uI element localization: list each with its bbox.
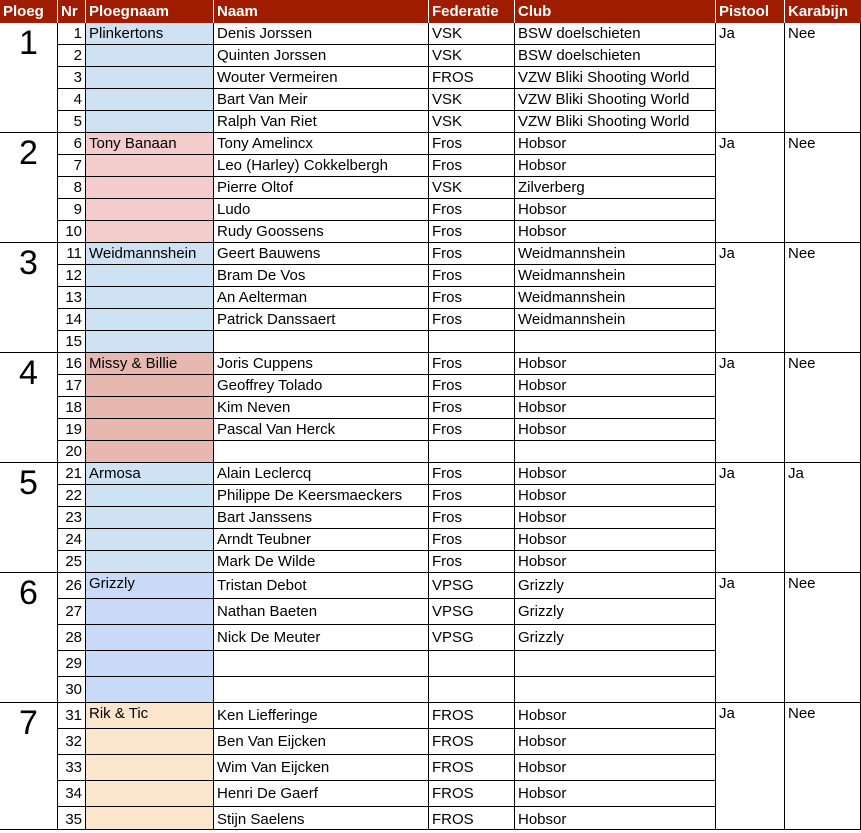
member-federatie: VSK [432, 113, 463, 130]
member-federatie: Fros [432, 421, 462, 438]
member-club: BSW doelschieten [518, 25, 641, 42]
member-federatie: FROS [432, 69, 474, 86]
member-club: Hobsor [518, 465, 567, 482]
member-nr: 9 [73, 201, 82, 218]
member-name [214, 677, 428, 703]
column-divider [57, 23, 58, 830]
member-federatie: VSK [432, 25, 463, 42]
member-name [214, 331, 428, 353]
row-divider [58, 176, 715, 177]
member-nr: 34 [65, 785, 82, 802]
member-name: Nathan Baeten [217, 603, 318, 620]
member-federatie: Fros [432, 289, 462, 306]
member-nr: 35 [65, 811, 82, 828]
member-club: Hobsor [518, 421, 567, 438]
row-divider [58, 806, 715, 807]
karabijn-value: Nee [788, 705, 816, 722]
row-divider [58, 88, 715, 89]
member-nr: 24 [65, 531, 82, 548]
member-name: Wim Van Eijcken [217, 759, 330, 776]
member-nr: 28 [65, 629, 82, 646]
karabijn-value: Nee [788, 245, 816, 262]
member-name: Leo (Harley) Cokkelbergh [217, 157, 388, 174]
row-divider [58, 44, 715, 45]
pistool-value: Ja [719, 705, 735, 722]
member-club: Weidmannshein [518, 267, 626, 284]
header-nr: Nr [58, 0, 85, 23]
row-divider [58, 308, 715, 309]
row-divider [58, 264, 715, 265]
row-divider [58, 624, 715, 625]
header-ploeg: Ploeg [0, 0, 57, 23]
member-nr: 19 [65, 421, 82, 438]
member-nr: 3 [73, 69, 82, 86]
member-name: Tristan Debot [217, 577, 307, 594]
member-federatie: Fros [432, 509, 462, 526]
member-federatie [429, 651, 514, 677]
member-federatie: Fros [432, 157, 462, 174]
member-nr: 10 [65, 223, 82, 240]
row-divider [58, 396, 715, 397]
team-name: Plinkertons [89, 25, 164, 42]
member-nr: 7 [73, 157, 82, 174]
member-federatie: FROS [432, 707, 474, 724]
member-name: Wouter Vermeiren [217, 69, 338, 86]
member-federatie: FROS [432, 811, 474, 828]
member-nr: 2 [73, 47, 82, 64]
row-divider [58, 484, 715, 485]
member-club: Grizzly [518, 577, 564, 594]
member-club: Hobsor [518, 531, 567, 548]
row-divider [58, 780, 715, 781]
row-divider [58, 528, 715, 529]
member-club [515, 651, 715, 677]
member-name: Ralph Van Riet [217, 113, 317, 130]
member-nr: 23 [65, 509, 82, 526]
member-federatie: Fros [432, 355, 462, 372]
member-nr: 32 [65, 733, 82, 750]
row-divider [58, 66, 715, 67]
member-name: Joris Cuppens [217, 355, 313, 372]
member-federatie: Fros [432, 465, 462, 482]
member-nr: 11 [66, 245, 82, 262]
member-club: Hobsor [518, 553, 567, 570]
row-divider [58, 418, 715, 419]
member-name: Quinten Jorssen [217, 47, 327, 64]
column-divider [213, 23, 214, 830]
member-club: Weidmannshein [518, 245, 626, 262]
row-divider [58, 676, 715, 677]
member-federatie: Fros [432, 487, 462, 504]
member-nr: 13 [65, 289, 82, 306]
member-name: Kim Neven [217, 399, 291, 416]
member-club: Hobsor [518, 399, 567, 416]
member-club: VZW Bliki Shooting World [518, 113, 690, 130]
karabijn-value: Nee [788, 575, 816, 592]
member-club [515, 677, 715, 703]
member-name: An Aelterman [217, 289, 308, 306]
member-federatie: Fros [432, 267, 462, 284]
member-nr: 25 [65, 553, 82, 570]
member-club [515, 331, 715, 353]
column-divider [428, 23, 429, 830]
member-federatie: Fros [432, 245, 462, 262]
member-club: Zilverberg [518, 179, 585, 196]
member-nr: 20 [65, 443, 82, 460]
member-name [214, 441, 428, 463]
member-club: Grizzly [518, 603, 564, 620]
row-divider [58, 154, 715, 155]
pistool-value: Ja [719, 245, 735, 262]
member-name [214, 651, 428, 677]
member-club: Hobsor [518, 733, 567, 750]
member-federatie: VSK [432, 47, 463, 64]
pistool-value: Ja [719, 355, 735, 372]
member-name: Pascal Van Herck [217, 421, 336, 438]
row-divider [58, 728, 715, 729]
member-name: Geoffrey Tolado [217, 377, 323, 394]
member-federatie: Fros [432, 531, 462, 548]
team-number: 7 [19, 704, 38, 742]
member-federatie: FROS [432, 785, 474, 802]
member-club: Grizzly [518, 629, 564, 646]
member-nr: 8 [73, 179, 82, 196]
member-nr: 33 [65, 759, 82, 776]
member-name: Alain Leclercq [217, 465, 312, 482]
member-club: Weidmannshein [518, 289, 626, 306]
member-nr: 5 [73, 113, 82, 130]
member-federatie [429, 331, 514, 353]
member-federatie: Fros [432, 201, 462, 218]
member-club: Hobsor [518, 135, 567, 152]
header-karabijn: Karabijn [785, 0, 861, 23]
member-nr: 29 [65, 655, 82, 672]
member-club: Hobsor [518, 759, 567, 776]
team-name: Weidmannshein [89, 245, 197, 262]
member-name: Philippe De Keersmaeckers [217, 487, 403, 504]
member-name: Patrick Danssaert [217, 311, 336, 328]
team-number: 4 [19, 354, 38, 392]
member-name: Stijn Saelens [217, 811, 305, 828]
header-club: Club [515, 0, 715, 23]
team-number: 3 [19, 244, 38, 282]
team-number: 6 [19, 574, 38, 612]
member-club: VZW Bliki Shooting World [518, 69, 690, 86]
member-federatie [429, 441, 514, 463]
team-number: 5 [19, 464, 38, 502]
member-nr: 27 [65, 603, 82, 620]
member-club: Hobsor [518, 707, 567, 724]
member-federatie: VPSG [432, 603, 474, 620]
pistool-value: Ja [719, 135, 735, 152]
member-federatie: Fros [432, 399, 462, 416]
member-club: Hobsor [518, 785, 567, 802]
member-federatie: VSK [432, 179, 463, 196]
member-federatie: Fros [432, 135, 462, 152]
member-nr: 15 [65, 333, 82, 350]
member-name: Rudy Goossens [217, 223, 324, 240]
member-club [515, 441, 715, 463]
member-federatie: Fros [432, 377, 462, 394]
team-name: Grizzly [89, 575, 135, 592]
pistool-value: Ja [719, 25, 735, 42]
member-name: Arndt Teubner [217, 531, 311, 548]
member-name: Denis Jorssen [217, 25, 313, 42]
member-nr: 31 [65, 707, 82, 724]
member-name: Nick De Meuter [217, 629, 321, 646]
member-federatie: Fros [432, 311, 462, 328]
team-number: 2 [19, 134, 38, 172]
team-name: Armosa [89, 465, 141, 482]
karabijn-value: Nee [788, 355, 816, 372]
row-divider [58, 330, 715, 331]
column-divider [784, 23, 785, 830]
karabijn-value: Ja [788, 465, 804, 482]
member-nr: 14 [65, 311, 82, 328]
member-club: Hobsor [518, 157, 567, 174]
column-divider [85, 23, 86, 830]
member-name: Bart Van Meir [217, 91, 308, 108]
column-divider [514, 23, 515, 830]
team-name: Tony Banaan [89, 135, 177, 152]
member-name: Pierre Oltof [217, 179, 293, 196]
karabijn-value: Nee [788, 25, 816, 42]
member-club: Hobsor [518, 223, 567, 240]
member-name: Tony Amelincx [217, 135, 313, 152]
member-club: Hobsor [518, 377, 567, 394]
member-nr: 4 [73, 91, 82, 108]
member-nr: 17 [65, 377, 82, 394]
row-divider [58, 198, 715, 199]
header-pistool: Pistool [716, 0, 784, 23]
member-nr: 12 [65, 267, 82, 284]
member-nr: 6 [73, 135, 82, 152]
header-federatie: Federatie [429, 0, 514, 23]
row-divider [58, 506, 715, 507]
member-federatie: Fros [432, 553, 462, 570]
member-club: BSW doelschieten [518, 47, 641, 64]
member-club: Hobsor [518, 509, 567, 526]
pistool-value: Ja [719, 465, 735, 482]
member-club: VZW Bliki Shooting World [518, 91, 690, 108]
member-nr: 1 [73, 25, 82, 42]
team-name: Rik & Tic [89, 705, 149, 722]
member-name: Geert Bauwens [217, 245, 321, 262]
row-divider [58, 440, 715, 441]
member-club: Hobsor [518, 201, 567, 218]
member-club: Hobsor [518, 355, 567, 372]
member-nr: 21 [65, 465, 82, 482]
member-federatie: FROS [432, 733, 474, 750]
row-divider [58, 220, 715, 221]
member-name: Bart Janssens [217, 509, 313, 526]
member-federatie [429, 677, 514, 703]
row-divider [58, 374, 715, 375]
team-number: 1 [19, 24, 38, 62]
member-federatie: VPSG [432, 577, 474, 594]
member-name: Bram De Vos [217, 267, 306, 284]
member-club: Hobsor [518, 811, 567, 828]
member-nr: 30 [65, 681, 82, 698]
member-federatie: VSK [432, 91, 463, 108]
karabijn-value: Nee [788, 135, 816, 152]
row-divider [58, 598, 715, 599]
member-name: Mark De Wilde [217, 553, 316, 570]
row-divider [58, 754, 715, 755]
member-nr: 16 [65, 355, 82, 372]
member-nr: 18 [65, 399, 82, 416]
row-divider [58, 550, 715, 551]
header-naam: Naam [214, 0, 428, 23]
member-name: Ben Van Eijcken [217, 733, 326, 750]
team-name: Missy & Billie [89, 355, 178, 372]
member-name: Ken Liefferinge [217, 707, 318, 724]
member-club: Weidmannshein [518, 311, 626, 328]
row-divider [58, 110, 715, 111]
member-name: Ludo [217, 201, 251, 218]
member-federatie: Fros [432, 223, 462, 240]
member-federatie: VPSG [432, 629, 474, 646]
member-nr: 22 [65, 487, 82, 504]
member-club: Hobsor [518, 487, 567, 504]
member-nr: 26 [65, 577, 82, 594]
member-name: Henri De Gaerf [217, 785, 318, 802]
member-federatie: FROS [432, 759, 474, 776]
header-ploegnaam: Ploegnaam [86, 0, 213, 23]
pistool-value: Ja [719, 575, 735, 592]
row-divider [58, 650, 715, 651]
column-divider [715, 23, 716, 830]
row-divider [58, 286, 715, 287]
